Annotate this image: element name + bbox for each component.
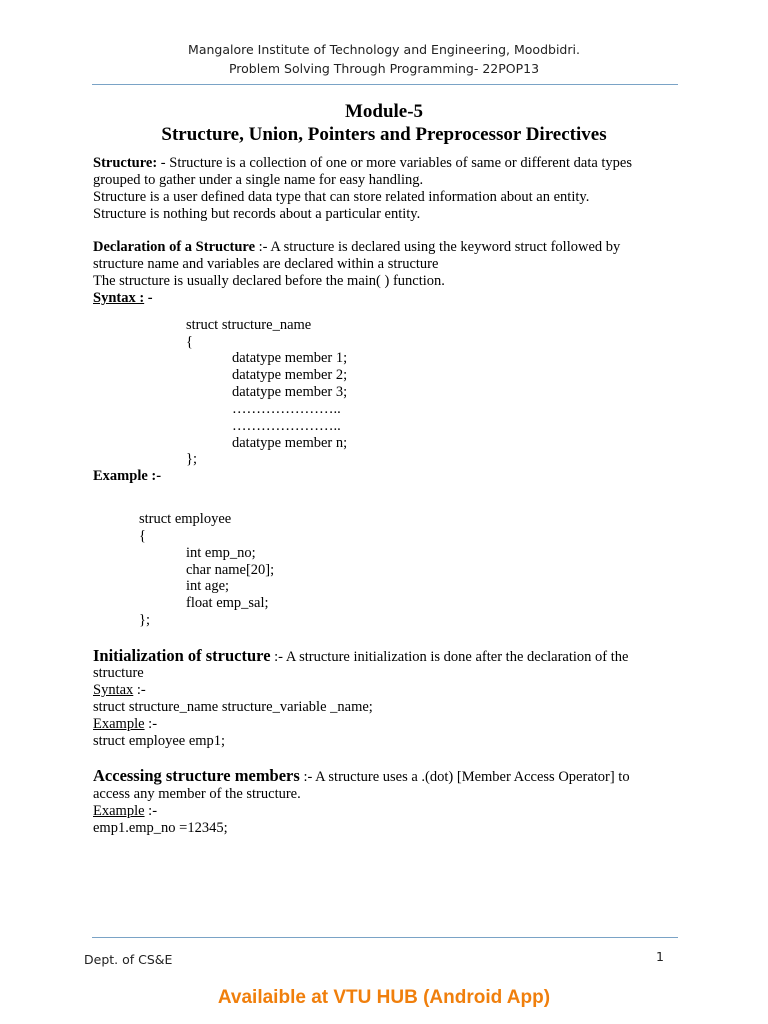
module-title: Module-5 xyxy=(344,101,424,122)
declaration-line3: The structure is usually declared before the main( ) function. xyxy=(93,273,445,289)
example-heading: Example :- xyxy=(93,468,162,484)
example-code-line: char name[20]; xyxy=(186,562,275,578)
example-code-line: }; xyxy=(139,612,150,628)
initialization-syntax-code: struct structure_name structure_variable _name; xyxy=(93,699,373,715)
syntax-code-line: ………………….. xyxy=(232,418,341,434)
footer-dept: Dept. of CS&E xyxy=(84,952,173,967)
header-institute: Mangalore Institute of Technology and Engineering, Moodbidri. xyxy=(188,42,580,57)
initialization-term: Initialization of structure xyxy=(93,646,271,665)
header-course: Problem Solving Through Programming- 22POP13 xyxy=(228,61,540,76)
structure-definition-line4: Structure is nothing but records about a particular entity. xyxy=(93,206,421,222)
declaration-term: Declaration of a Structure xyxy=(93,239,256,255)
page-number: 1 xyxy=(656,949,664,964)
syntax-heading: Syntax : - xyxy=(93,290,153,306)
accessing-example-heading: Example :- xyxy=(93,803,158,819)
structure-definition-line3: Structure is a user defined data type that can store related information about an entity. xyxy=(93,189,590,205)
initialization-example-code: struct employee emp1; xyxy=(93,733,226,749)
initialization-example-heading: Example :- xyxy=(93,716,158,732)
header-divider xyxy=(92,84,678,85)
syntax-code-line: datatype member 3; xyxy=(232,384,348,400)
syntax-code-line: datatype member 2; xyxy=(232,367,348,383)
example-code-line: int age; xyxy=(186,578,230,594)
syntax-code-line: datatype member 1; xyxy=(232,350,348,366)
accessing-term: Accessing structure members xyxy=(93,766,300,785)
initialization-line2: structure xyxy=(93,665,144,681)
syntax-code-line: { xyxy=(186,334,193,350)
example-code-line: float emp_sal; xyxy=(186,595,269,611)
accessing-example-code: emp1.emp_no =12345; xyxy=(93,820,228,836)
footer-divider xyxy=(92,937,678,938)
initialization-line1: Initialization of structure :- A structure initialization is done after the declaration of the xyxy=(93,646,629,665)
structure-term: Structure: xyxy=(93,155,158,171)
syntax-code-line: ………………….. xyxy=(232,401,341,417)
promo-banner: Availaible at VTU HUB (Android App) xyxy=(217,987,551,1008)
initialization-syntax-heading: Syntax :- xyxy=(93,682,146,698)
declaration-line2: structure name and variables are declared within a structure xyxy=(93,256,439,272)
accessing-line2: access any member of the structure. xyxy=(93,786,301,802)
syntax-code-line: struct structure_name xyxy=(186,317,312,333)
structure-definition-line1: Structure: - Structure is a collection of one or more variables of same or different data types xyxy=(93,155,633,171)
module-subtitle: Structure, Union, Pointers and Preprocessor Directives xyxy=(161,124,607,145)
structure-definition-line2: grouped to gather under a single name for easy handling. xyxy=(93,172,424,188)
syntax-code-line: datatype member n; xyxy=(232,435,348,451)
example-code-line: int emp_no; xyxy=(186,545,256,561)
example-code-line: { xyxy=(139,528,146,544)
declaration-line1: Declaration of a Structure :- A structure is declared using the keyword struct followed by xyxy=(93,239,621,255)
example-code-line: struct employee xyxy=(139,511,232,527)
accessing-line1: Accessing structure members :- A structure uses a .(dot) [Member Access Operator] to xyxy=(93,766,630,785)
syntax-code-line: }; xyxy=(186,451,197,467)
